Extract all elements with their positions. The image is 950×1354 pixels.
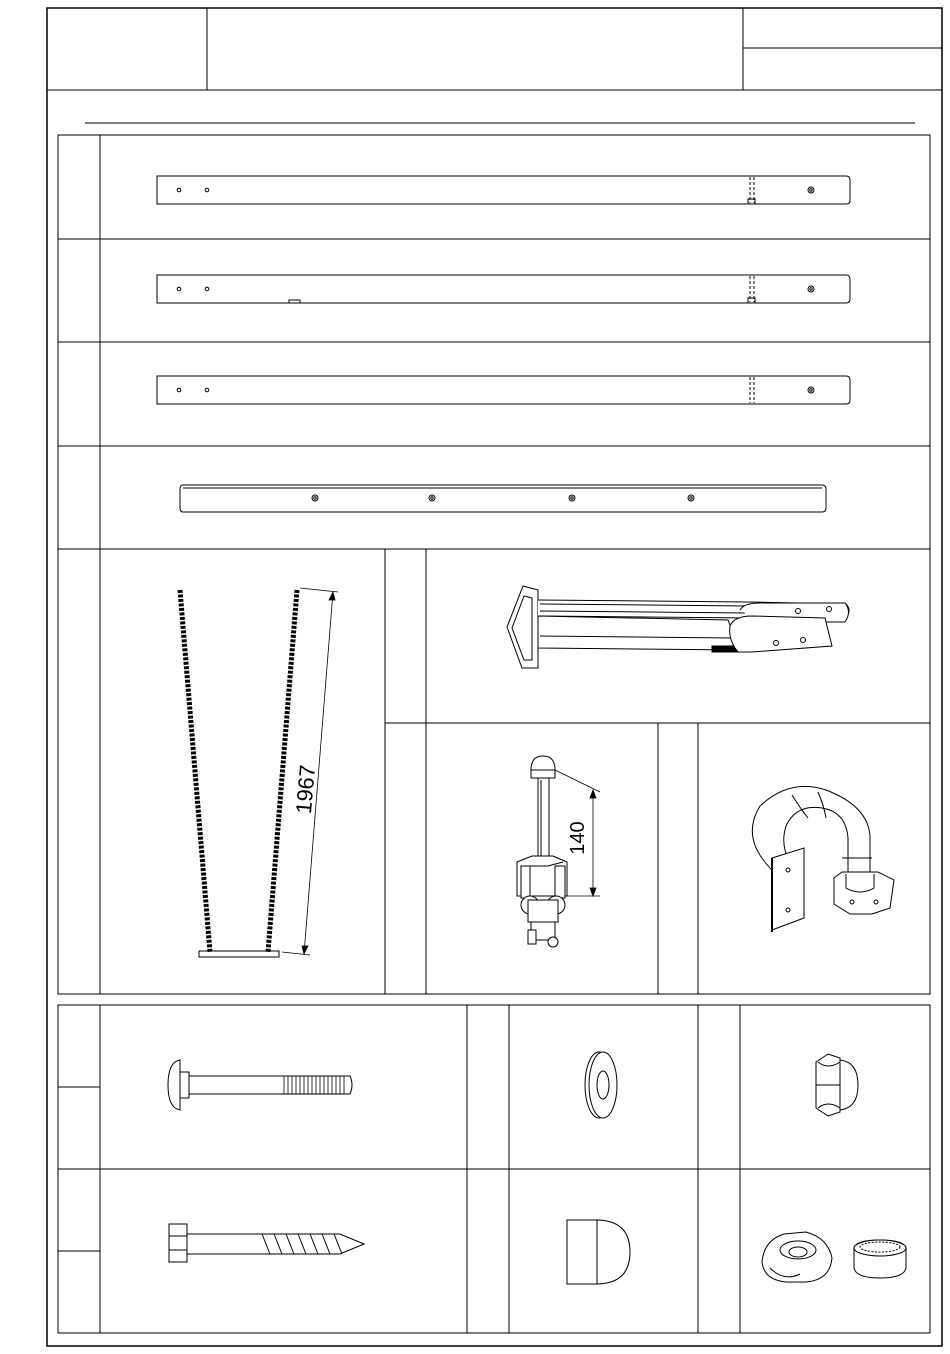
beam-bracket-drawing [507, 586, 849, 668]
carriage-bolt-drawing [168, 1060, 352, 1110]
swing-seat-drawing [180, 588, 338, 957]
swing-hook-drawing [517, 756, 600, 947]
seat-board [199, 951, 279, 957]
left-chain [180, 590, 210, 952]
beam-1-drawing [157, 176, 850, 204]
lag-screw-drawing [169, 1224, 364, 1262]
hook-length-text: 140 [567, 821, 589, 855]
hardware-table [58, 1005, 930, 1333]
chain-length-text: 1967 [290, 763, 321, 815]
right-chain [268, 590, 297, 952]
lock-nut-drawing [816, 1054, 858, 1116]
title-block [47, 8, 942, 90]
safety-caps-drawing [762, 1232, 906, 1282]
u-bracket-drawing [752, 786, 894, 932]
beam-3-drawing [157, 376, 850, 404]
sheet-border [47, 8, 942, 1346]
cap-nut-drawing [567, 1220, 630, 1284]
beam-4-drawing [180, 485, 826, 512]
washer-drawing [585, 1052, 617, 1118]
beam-2-drawing [157, 275, 850, 303]
